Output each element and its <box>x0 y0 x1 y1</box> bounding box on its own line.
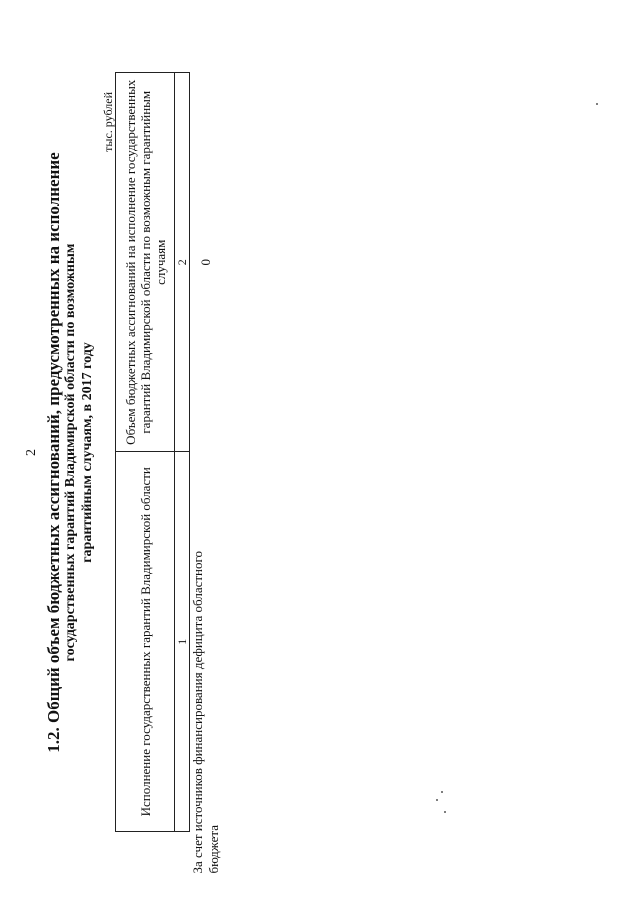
title-sub-line-2: гарантийным случаям, в 2017 году <box>80 342 95 563</box>
units-label: тыс. рублей <box>101 92 115 152</box>
table-header-row <box>116 73 175 832</box>
column-number-2: 2 <box>175 73 190 453</box>
section-title <box>45 0 96 905</box>
scan-speck <box>436 799 438 801</box>
column-number-row <box>175 73 190 832</box>
column-number-1: 1 <box>175 452 190 832</box>
column-header-execution: Исполнение государственных гарантий Владимирской области <box>116 452 175 832</box>
title-sub-line-1: государственных гарантий Владимирской области по возможным <box>63 243 78 662</box>
row-label: За счет источников финансирования дефицита областного бюджета <box>190 550 221 874</box>
table-row <box>190 73 223 832</box>
row-value: 0 <box>198 259 213 266</box>
scan-speck <box>444 811 446 813</box>
guarantees-table <box>115 72 222 874</box>
scan-speck <box>596 103 598 105</box>
title-main: 1.2. Общий объем бюджетных ассигнований, предусмотренных на исполнение <box>44 152 63 753</box>
page-number: 2 <box>24 449 39 456</box>
column-header-allocations: Объем бюджетных ассигнований на исполнение государственных гарантий Владимирской области по возможным гарантийным случаям <box>116 73 175 453</box>
scan-speck <box>441 791 443 793</box>
